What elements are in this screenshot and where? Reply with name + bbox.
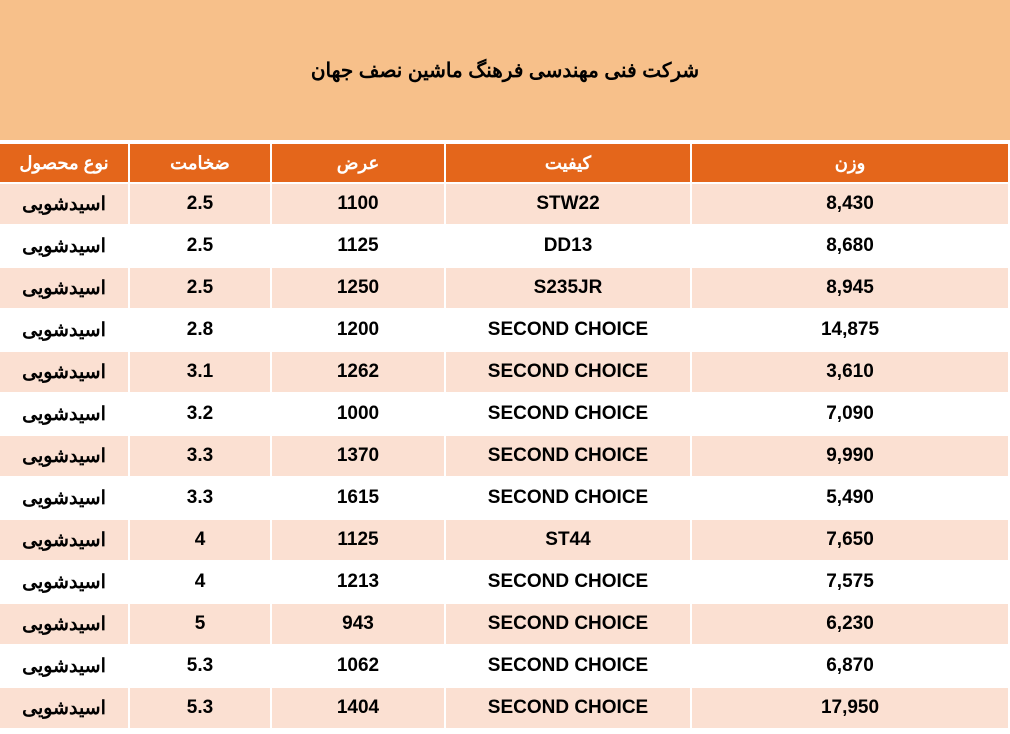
column-header-type: نوع محصول (0, 143, 129, 183)
cell-weight: 8,680 (691, 225, 1009, 267)
table-row (0, 519, 1009, 561)
cell-type: اسیدشویی (0, 183, 129, 225)
cell-weight: 14,875 (691, 309, 1009, 351)
cell-quality: DD13 (445, 225, 691, 267)
table-row (0, 687, 1009, 729)
cell-width: 1125 (271, 225, 445, 267)
table-row (0, 603, 1009, 645)
cell-width: 1125 (271, 519, 445, 561)
cell-weight: 8,430 (691, 183, 1009, 225)
cell-quality: SECOND CHOICE (445, 351, 691, 393)
cell-weight: 7,650 (691, 519, 1009, 561)
column-header-width: عرض (271, 143, 445, 183)
cell-width: 1404 (271, 687, 445, 729)
cell-quality: S235JR (445, 267, 691, 309)
cell-quality: SECOND CHOICE (445, 603, 691, 645)
cell-quality: SECOND CHOICE (445, 687, 691, 729)
cell-width: 1000 (271, 393, 445, 435)
cell-thickness: 2.8 (129, 309, 271, 351)
cell-thickness: 4 (129, 519, 271, 561)
table-row (0, 435, 1009, 477)
cell-thickness: 3.1 (129, 351, 271, 393)
cell-thickness: 2.5 (129, 183, 271, 225)
page-title: شرکت فنی مهندسی فرهنگ ماشین نصف جهان (310, 59, 700, 82)
cell-thickness: 3.2 (129, 393, 271, 435)
cell-width: 943 (271, 603, 445, 645)
cell-quality: STW22 (445, 183, 691, 225)
table-row (0, 645, 1009, 687)
cell-thickness: 5.3 (129, 687, 271, 729)
cell-weight: 3,610 (691, 351, 1009, 393)
table-row (0, 351, 1009, 393)
cell-width: 1200 (271, 309, 445, 351)
table-header (0, 143, 1009, 183)
cell-thickness: 5.3 (129, 645, 271, 687)
cell-type: اسیدشویی (0, 477, 129, 519)
table-row (0, 477, 1009, 519)
cell-width: 1370 (271, 435, 445, 477)
cell-thickness: 3.3 (129, 435, 271, 477)
cell-weight: 17,950 (691, 687, 1009, 729)
cell-thickness: 2.5 (129, 225, 271, 267)
cell-type: اسیدشویی (0, 309, 129, 351)
cell-quality: SECOND CHOICE (445, 309, 691, 351)
column-header-quality: کیفیت (445, 143, 691, 183)
cell-thickness: 2.5 (129, 267, 271, 309)
cell-quality: SECOND CHOICE (445, 645, 691, 687)
cell-quality: SECOND CHOICE (445, 435, 691, 477)
column-header-thickness: ضخامت (129, 143, 271, 183)
cell-weight: 8,945 (691, 267, 1009, 309)
table-row (0, 225, 1009, 267)
cell-quality: ST44 (445, 519, 691, 561)
cell-weight: 9,990 (691, 435, 1009, 477)
cell-type: اسیدشویی (0, 645, 129, 687)
cell-type: اسیدشویی (0, 435, 129, 477)
cell-width: 1213 (271, 561, 445, 603)
table-header-row (0, 143, 1009, 183)
product-table (0, 142, 1010, 730)
cell-thickness: 4 (129, 561, 271, 603)
table-row (0, 309, 1009, 351)
cell-width: 1062 (271, 645, 445, 687)
cell-width: 1250 (271, 267, 445, 309)
cell-type: اسیدشویی (0, 225, 129, 267)
cell-type: اسیدشویی (0, 561, 129, 603)
cell-type: اسیدشویی (0, 603, 129, 645)
cell-weight: 6,230 (691, 603, 1009, 645)
title-banner (0, 0, 1010, 142)
table-row (0, 393, 1009, 435)
cell-quality: SECOND CHOICE (445, 393, 691, 435)
cell-weight: 5,490 (691, 477, 1009, 519)
table-row (0, 183, 1009, 225)
table-body (0, 183, 1009, 729)
cell-type: اسیدشویی (0, 393, 129, 435)
cell-quality: SECOND CHOICE (445, 477, 691, 519)
cell-type: اسیدشویی (0, 351, 129, 393)
cell-width: 1262 (271, 351, 445, 393)
cell-type: اسیدشویی (0, 687, 129, 729)
cell-weight: 6,870 (691, 645, 1009, 687)
table-row (0, 561, 1009, 603)
cell-quality: SECOND CHOICE (445, 561, 691, 603)
table-row (0, 267, 1009, 309)
cell-thickness: 5 (129, 603, 271, 645)
cell-thickness: 3.3 (129, 477, 271, 519)
cell-weight: 7,575 (691, 561, 1009, 603)
cell-type: اسیدشویی (0, 519, 129, 561)
cell-width: 1615 (271, 477, 445, 519)
cell-type: اسیدشویی (0, 267, 129, 309)
column-header-weight: وزن (691, 143, 1009, 183)
cell-weight: 7,090 (691, 393, 1009, 435)
cell-width: 1100 (271, 183, 445, 225)
